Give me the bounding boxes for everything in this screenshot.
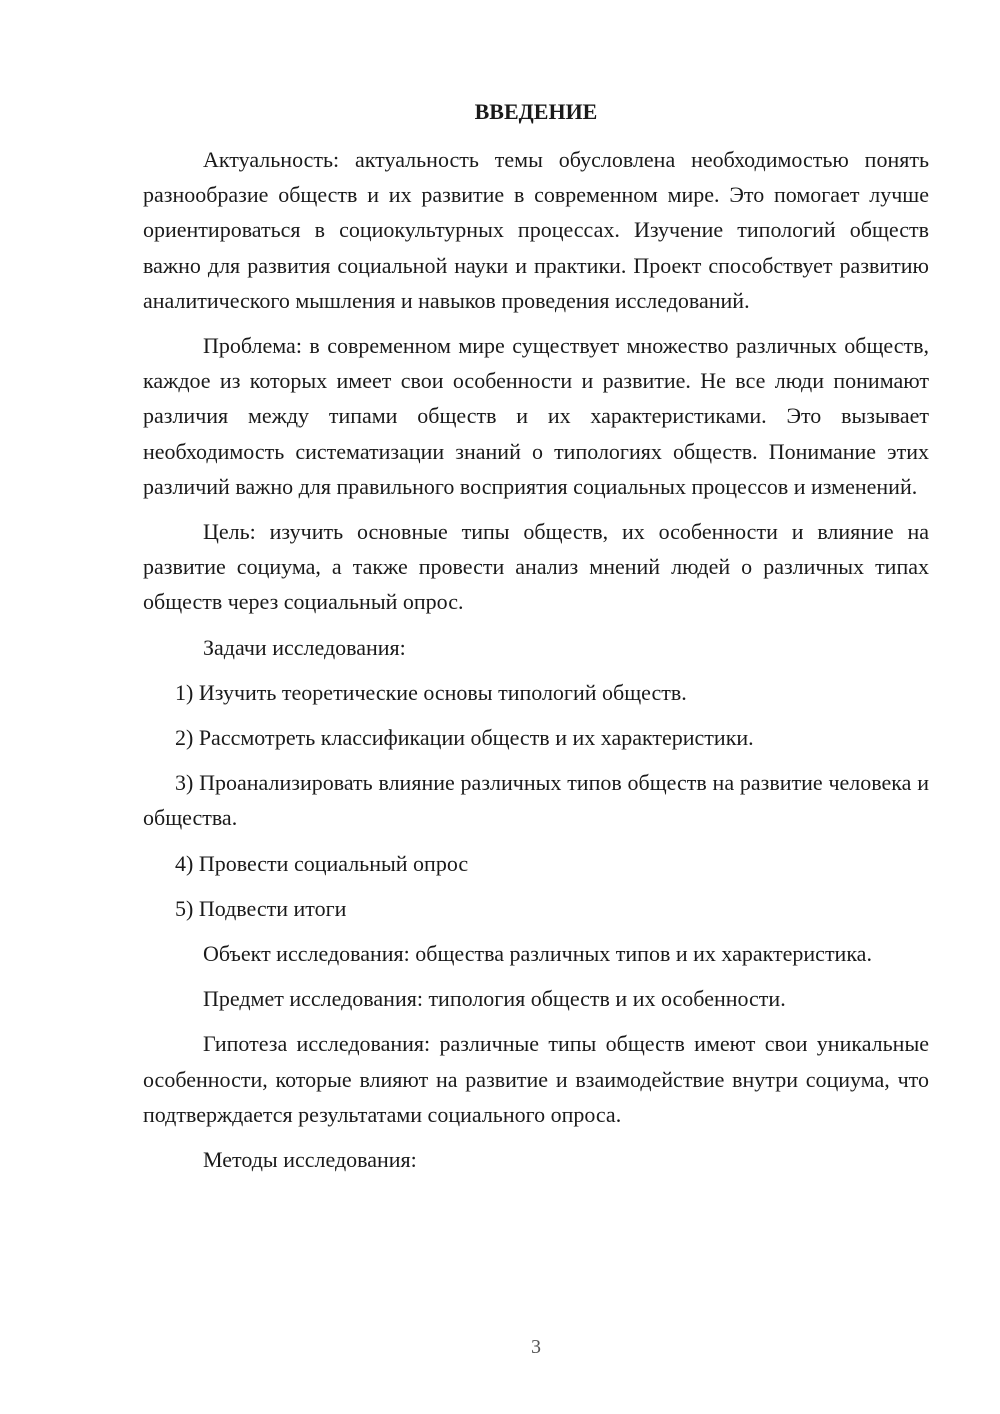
list-item-task-5: 5) Подвести итоги: [175, 895, 347, 921]
list-item-task-4: 4) Провести социальный опрос: [175, 850, 469, 876]
section-title: ВВЕДЕНИЕ: [474, 99, 598, 124]
paragraph-hypothesis: Гипотеза исследования: различные типы обществ имеют свои уникальные особенности, которые влияют на развитие и взаимодействие внутри социума, что подтверждается результатами социального опроса.: [143, 1031, 929, 1127]
paragraph-tasks-heading: Задачи исследования:: [203, 634, 406, 660]
paragraph-relevance: Актуальность: актуальность темы обусловлена необходимостью понять разнообразие обществ и их развитие в современном мире. Это помогает лучше ориентироваться в социокультурных процессах. Изучение типологий обществ важно для развития социальной науки и практики. Проект способствует развитию аналитического мышления и навыков проведения исследований.: [143, 147, 929, 313]
paragraph-subject: Предмет исследования: типология обществ и их особенности.: [203, 986, 786, 1012]
list-item-task-3: 3) Проанализировать влияние различных типов обществ на развитие человека и общества.: [143, 770, 929, 831]
document-body: [143, 142, 929, 1177]
paragraph-methods-heading: Методы исследования:: [203, 1147, 417, 1173]
paragraph-object: Объект исследования: общества различных типов и их характеристика.: [203, 941, 872, 967]
list-item-task-2: 2) Рассмотреть классификации обществ и их характеристики.: [175, 725, 754, 751]
list-item-task-1: 1) Изучить теоретические основы типологий обществ.: [175, 679, 687, 705]
paragraph-goal: Цель: изучить основные типы обществ, их особенности и влияние на развитие социума, а также провести анализ мнений людей о различных типах обществ через социальный опрос.: [143, 519, 929, 615]
page-number: 3: [531, 1336, 541, 1358]
paragraph-problem: Проблема: в современном мире существует множество различных обществ, каждое из которых имеет свои особенности и развитие. Не все люди понимают различия между типами обществ и их характеристиками. Это вызывает необходимость систематизации знаний о типологиях обществ. Понимание этих различий важно для правильного восприятия социальных процессов и изменений.: [143, 333, 929, 499]
